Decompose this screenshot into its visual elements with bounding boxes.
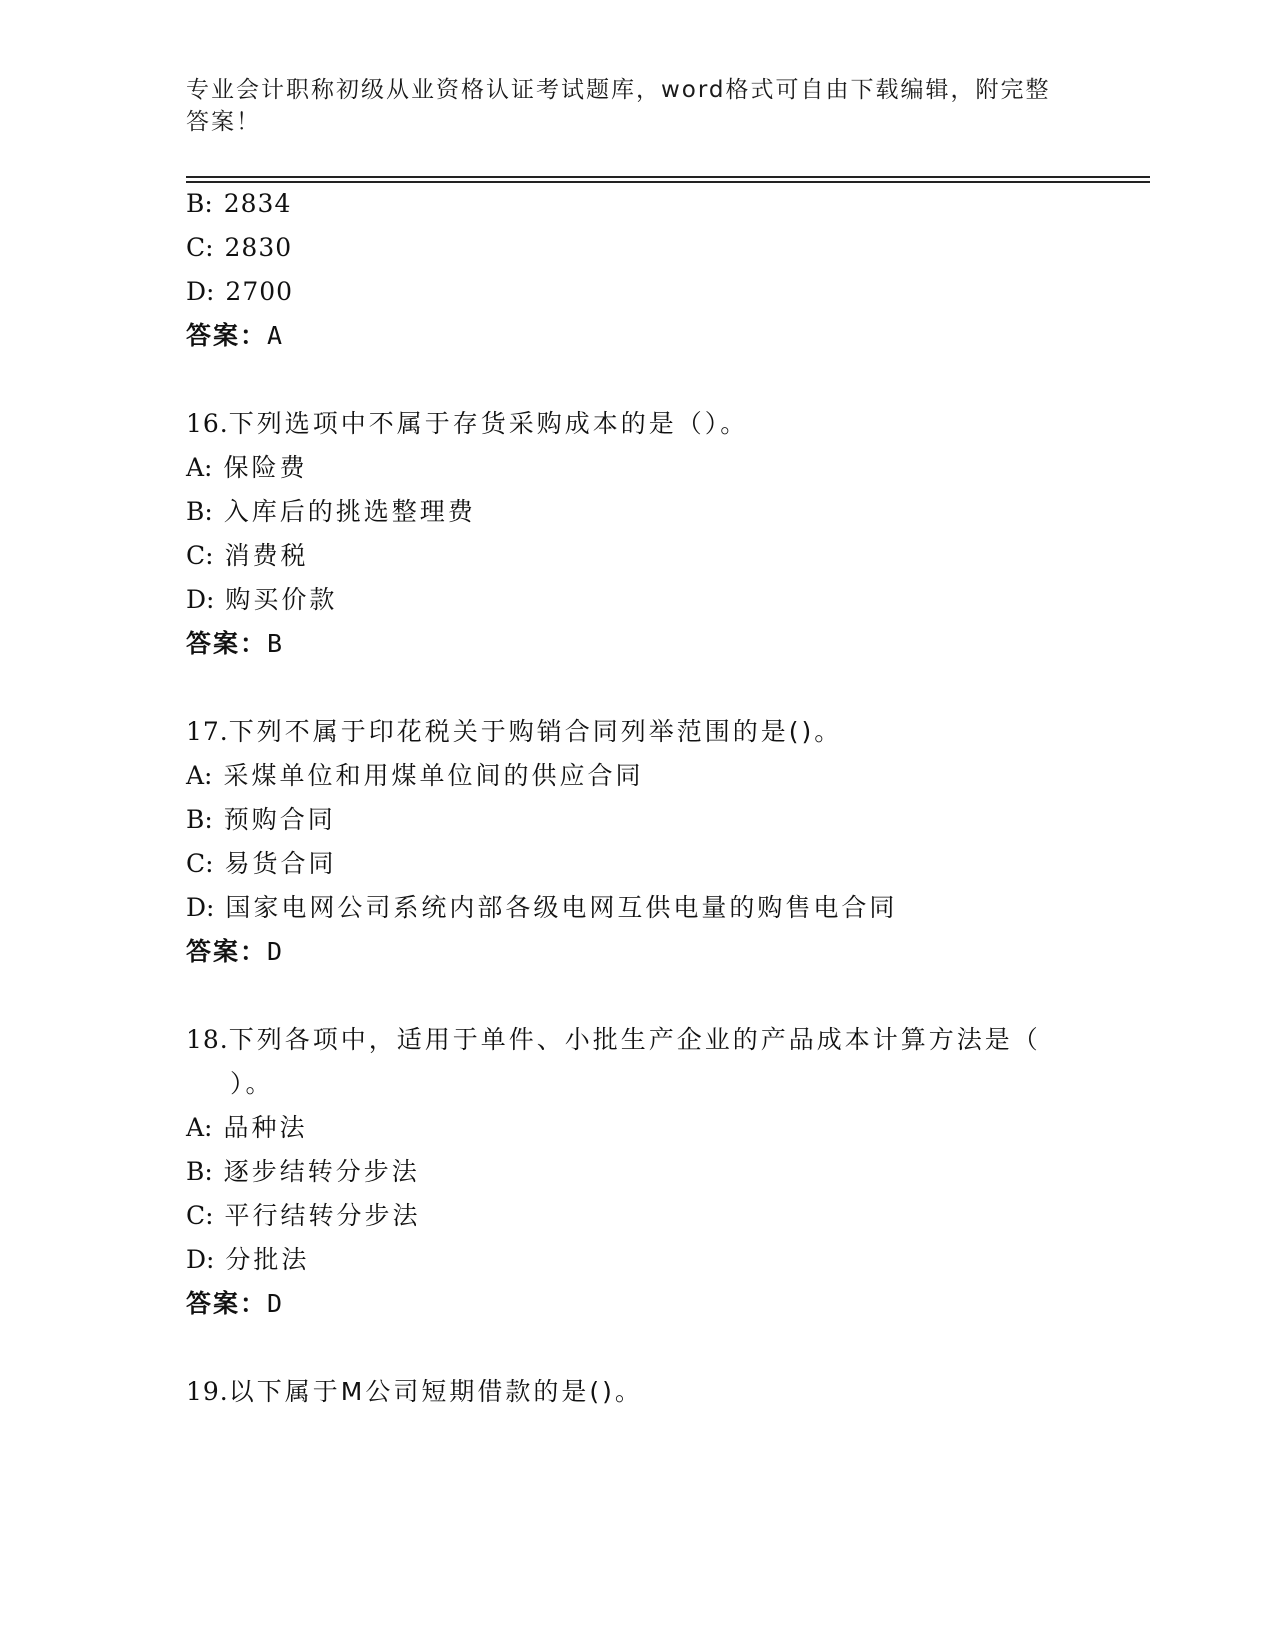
answer-label: 答案： [186,1289,268,1318]
header-note: 专业会计职称初级从业资格认证考试题库，word格式可自由下载编辑，附完整答案！ [186,77,1051,135]
option-d [186,584,337,616]
answer [186,320,284,352]
option-text: 2830 [224,233,293,262]
question-text: 以下属于M公司短期借款的是()。 [228,1377,643,1406]
question-number: 16. [186,409,229,438]
option-letter: B: [186,805,213,834]
question-text: 下列不属于印花税关于购销合同列举范围的是()。 [228,717,843,746]
question-number: 17. [186,717,229,746]
option-text: 2700 [225,277,294,306]
option-text: 预购合同 [223,805,336,834]
option-c [186,540,309,572]
answer [186,1288,284,1320]
option-c [186,848,337,880]
option-text: 采煤单位和用煤单位间的供应合同 [223,761,644,790]
answer [186,936,284,968]
option-letter: B: [186,1157,213,1186]
option-letter: D: [186,1245,215,1274]
option-letter: D: [186,893,215,922]
option-letter: A: [186,761,213,790]
header-divider-bottom [186,181,1150,183]
answer-value: D [267,1289,285,1318]
question-text: 下列选项中不属于存货采购成本的是（）。 [228,409,749,438]
option-text: 分批法 [225,1245,310,1274]
question-number: 19. [186,1377,229,1406]
option-b [186,188,291,220]
option-text: 逐步结转分步法 [223,1157,420,1186]
question-number: 18. [186,1025,229,1054]
option-text: 保险费 [223,453,308,482]
answer-value: B [267,629,285,658]
answer-value: D [267,937,285,966]
question-18-stem-continuation: ）。 [230,1069,274,1098]
question-19-stem [186,1376,643,1408]
option-letter: C: [186,849,214,878]
answer [186,628,284,660]
question-18-stem [186,1024,1041,1056]
option-letter: B: [186,497,213,526]
option-b [186,804,336,836]
option-letter: D: [186,277,215,306]
option-letter: A: [186,1113,213,1142]
header-divider-top [186,176,1150,178]
option-d [186,892,897,924]
option-a [186,1112,307,1144]
option-letter: C: [186,1201,214,1230]
option-letter: D: [186,585,215,614]
option-text: 消费税 [224,541,309,570]
question-text: 下列各项中，适用于单件、小批生产企业的产品成本计算方法是（ [228,1025,1041,1054]
option-letter: B: [186,189,213,218]
answer-label: 答案： [186,937,268,966]
option-b [186,1156,420,1188]
option-d [186,276,293,308]
option-letter: C: [186,233,214,262]
question-17-stem [186,716,842,748]
option-text: 品种法 [223,1113,308,1142]
option-a [186,452,307,484]
option-text: 2834 [223,189,292,218]
option-text: 易货合同 [224,849,337,878]
answer-label: 答案： [186,321,268,350]
answer-value: A [267,321,285,350]
option-text: 购买价款 [225,585,338,614]
answer-label: 答案： [186,629,268,658]
question-16-stem [186,408,748,440]
option-c [186,232,292,264]
option-text: 入库后的挑选整理费 [223,497,476,526]
option-b [186,496,476,528]
option-d [186,1244,309,1276]
option-c [186,1200,421,1232]
option-a [186,760,643,792]
option-letter: C: [186,541,214,570]
option-letter: A: [186,453,213,482]
option-text: 平行结转分步法 [224,1201,421,1230]
option-text: 国家电网公司系统内部各级电网互供电量的购售电合同 [225,893,898,922]
